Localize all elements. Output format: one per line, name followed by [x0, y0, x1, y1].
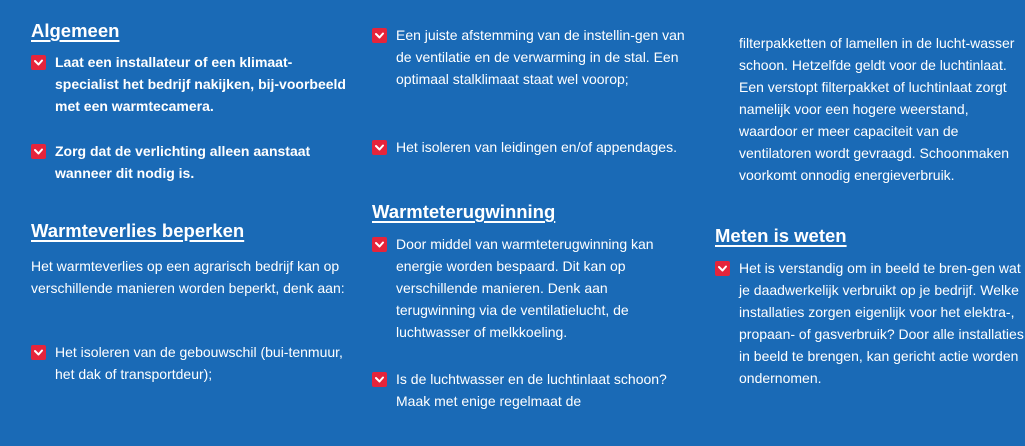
checklist-item: [372, 233, 690, 343]
checklist-text: Het isoleren van de gebouwschil (bui-tenmuur, het dak of transportdeur);: [55, 344, 343, 382]
checkmark-icon: [372, 140, 387, 155]
checklist-item: [31, 51, 346, 117]
heading-warmteterugwinning: Warmteterugwinning: [372, 201, 556, 222]
checkmark-icon: [372, 237, 387, 252]
checklist-text: Laat een installateur of een klimaat-specialist het bedrijf nakijken, bij-voorbeeld met een warmtecamera.: [55, 54, 346, 114]
checklist-item: [31, 341, 346, 385]
checkmark-icon: [372, 372, 387, 387]
heading-meten-is-weten: Meten is weten: [715, 225, 847, 246]
checklist-text: Het isoleren van leidingen en/of appendages.: [396, 139, 677, 155]
intro-paragraph: Het warmteverlies op een agrarisch bedrijf kan op verschillende manieren worden beperkt, denk aan:: [31, 258, 345, 296]
checkmark-icon: [31, 345, 46, 360]
checklist-text: Door middel van warmteterugwinning kan energie worden bespaard. Dit kan op verschillende manieren. Denk aan terugwinning via de ventilatielucht, de luchtwasser of melkkoeling.: [396, 236, 654, 340]
checklist-item: [372, 368, 690, 412]
checklist-item: [715, 257, 1025, 389]
heading-warmteverlies: Warmteverlies beperken: [31, 220, 245, 241]
checklist-text: Zorg dat de verlichting alleen aanstaat wanneer dit nodig is.: [55, 143, 311, 181]
checklist-item: [31, 140, 346, 184]
checklist-text: Is de luchtwasser en de luchtinlaat schoon? Maak met enige regelmaat de: [396, 371, 667, 409]
checklist-item: [372, 136, 690, 158]
checkmark-icon: [715, 261, 730, 276]
checklist-item: [372, 24, 690, 90]
checklist-text: Het is verstandig om in beeld te bren-gen wat je daadwerkelijk verbruikt op je bedrijf. Welke installaties zorgen eigenlijk voor het elektra-, propaan- of gasverbruik? Door alle installaties in beeld te brengen, kan gericht actie worden ondernomen.: [739, 260, 1024, 386]
checkmark-icon: [31, 55, 46, 70]
continued-paragraph: filterpakketten of lamellen in de lucht-wasser schoon. Hetzelfde geldt voor de luchtinlaat. Een verstopt filterpakket of luchtinlaat zorgt namelijk voor een hogere weerstand, waardoor er meer capaciteit van de ventilatoren wordt gevraagd. Schoonmaken voorkomt onnodig energieverbruik.: [739, 35, 1015, 183]
checkmark-icon: [31, 144, 46, 159]
checklist-text: Een juiste afstemming van de instellin-gen van de ventilatie en de verwarming in de stal. Een optimaal stalklimaat staat wel voorop;: [396, 27, 685, 87]
heading-algemeen: Algemeen: [31, 20, 120, 41]
checkmark-icon: [372, 28, 387, 43]
